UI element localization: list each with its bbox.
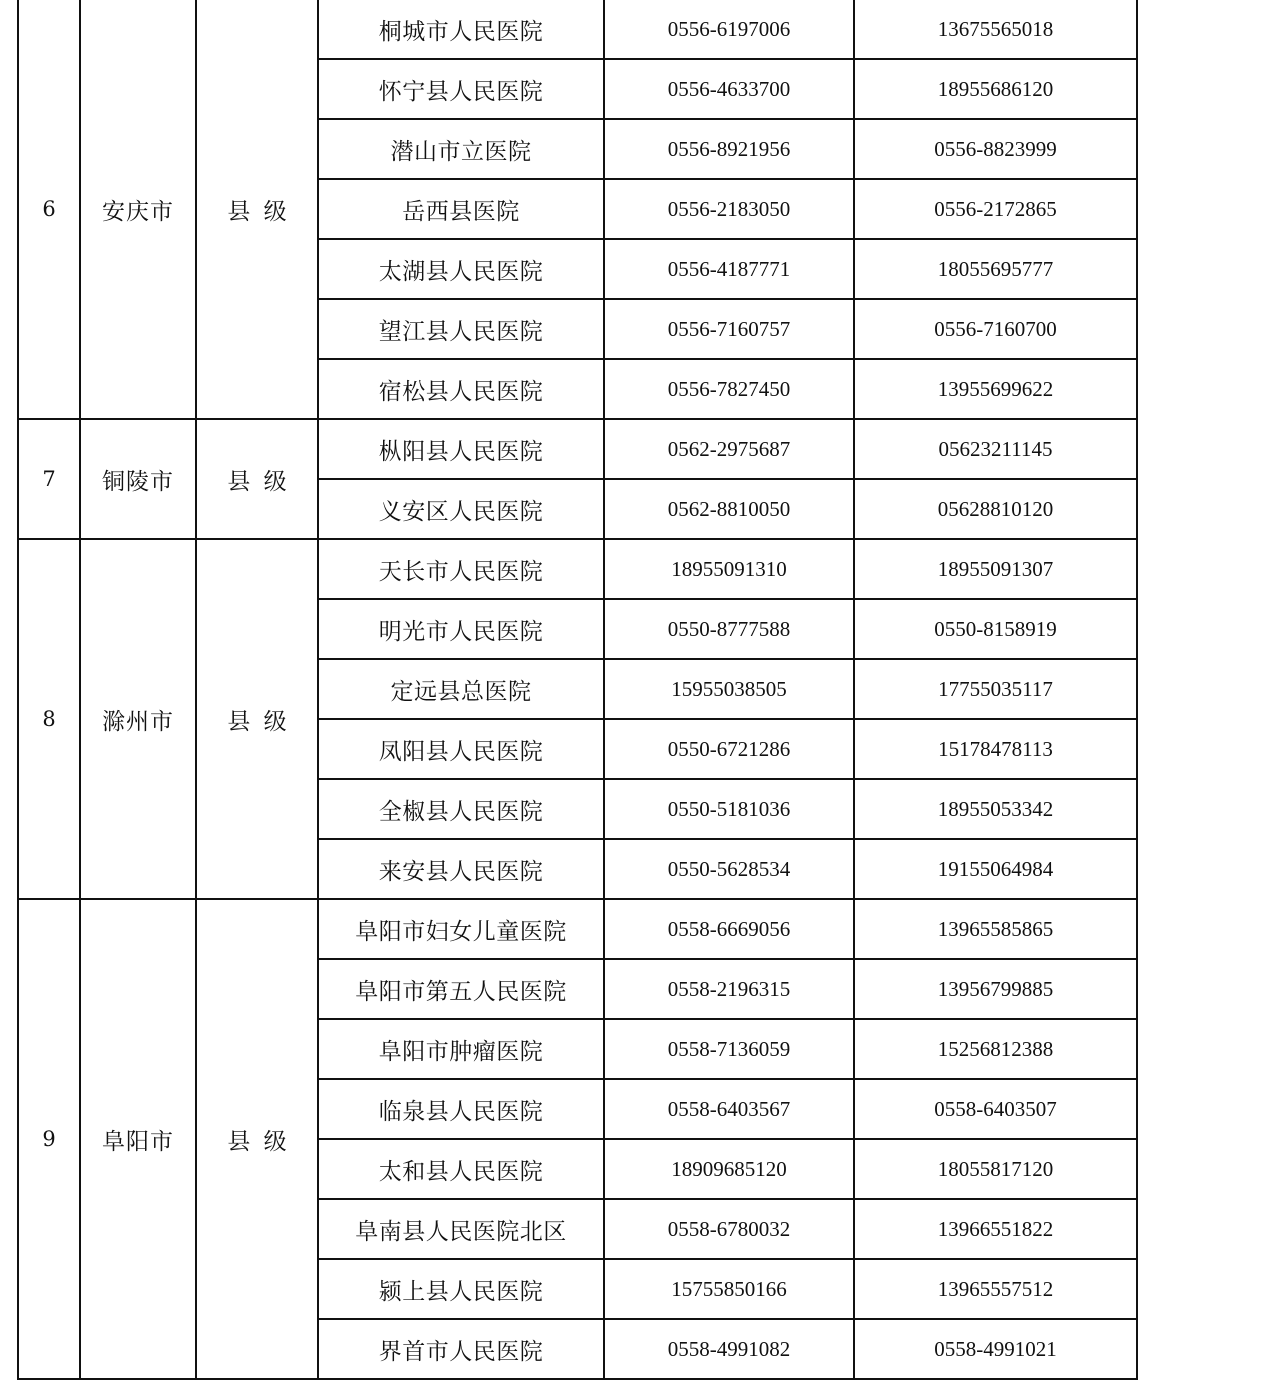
alt-phone-cell: 05623211145 — [854, 419, 1137, 479]
alt-phone-cell: 0550-8158919 — [854, 599, 1137, 659]
phone-cell: 0562-2975687 — [604, 419, 854, 479]
alt-phone-cell: 13965557512 — [854, 1259, 1137, 1319]
hospital-contact-table — [17, 0, 1138, 1380]
alt-phone-cell: 19155064984 — [854, 839, 1137, 899]
alt-phone-cell: 15256812388 — [854, 1019, 1137, 1079]
hospital-name-cell: 潜山市立医院 — [318, 119, 604, 179]
level-cell: 县 级 — [196, 0, 318, 419]
phone-cell: 0556-2183050 — [604, 179, 854, 239]
alt-phone-cell: 15178478113 — [854, 719, 1137, 779]
table-body — [18, 0, 1137, 1379]
hospital-name-cell: 阜阳市肿瘤医院 — [318, 1019, 604, 1079]
alt-phone-cell: 18055695777 — [854, 239, 1137, 299]
hospital-name-cell: 明光市人民医院 — [318, 599, 604, 659]
phone-cell: 0550-6721286 — [604, 719, 854, 779]
hospital-name-cell: 望江县人民医院 — [318, 299, 604, 359]
phone-cell: 0556-7160757 — [604, 299, 854, 359]
phone-cell: 0556-4187771 — [604, 239, 854, 299]
alt-phone-cell: 0558-6403507 — [854, 1079, 1137, 1139]
city-cell: 阜阳市 — [80, 899, 196, 1379]
hospital-name-cell: 太和县人民医院 — [318, 1139, 604, 1199]
city-cell: 安庆市 — [80, 0, 196, 419]
hospital-contact-table-container — [17, 0, 1138, 1380]
phone-cell: 0558-6403567 — [604, 1079, 854, 1139]
alt-phone-cell: 13966551822 — [854, 1199, 1137, 1259]
table-row — [18, 539, 1137, 599]
table-row — [18, 0, 1137, 59]
hospital-name-cell: 怀宁县人民医院 — [318, 59, 604, 119]
level-cell: 县 级 — [196, 539, 318, 899]
city-cell: 铜陵市 — [80, 419, 196, 539]
alt-phone-cell: 17755035117 — [854, 659, 1137, 719]
phone-cell: 15755850166 — [604, 1259, 854, 1319]
hospital-name-cell: 阜南县人民医院北区 — [318, 1199, 604, 1259]
alt-phone-cell: 13675565018 — [854, 0, 1137, 59]
alt-phone-cell: 18955091307 — [854, 539, 1137, 599]
alt-phone-cell: 18955686120 — [854, 59, 1137, 119]
phone-cell: 0550-5628534 — [604, 839, 854, 899]
hospital-name-cell: 枞阳县人民医院 — [318, 419, 604, 479]
hospital-name-cell: 颍上县人民医院 — [318, 1259, 604, 1319]
row-number-cell: 6 — [18, 0, 80, 419]
phone-cell: 0558-6780032 — [604, 1199, 854, 1259]
hospital-name-cell: 界首市人民医院 — [318, 1319, 604, 1379]
phone-cell: 0558-4991082 — [604, 1319, 854, 1379]
row-number-cell: 7 — [18, 419, 80, 539]
phone-cell: 0556-6197006 — [604, 0, 854, 59]
hospital-name-cell: 全椒县人民医院 — [318, 779, 604, 839]
phone-cell: 0550-5181036 — [604, 779, 854, 839]
alt-phone-cell: 18055817120 — [854, 1139, 1137, 1199]
level-cell: 县 级 — [196, 419, 318, 539]
phone-cell: 0562-8810050 — [604, 479, 854, 539]
alt-phone-cell: 0556-7160700 — [854, 299, 1137, 359]
phone-cell: 0556-7827450 — [604, 359, 854, 419]
alt-phone-cell: 18955053342 — [854, 779, 1137, 839]
hospital-name-cell: 来安县人民医院 — [318, 839, 604, 899]
phone-cell: 0556-8921956 — [604, 119, 854, 179]
phone-cell: 0558-2196315 — [604, 959, 854, 1019]
phone-cell: 18909685120 — [604, 1139, 854, 1199]
phone-cell: 15955038505 — [604, 659, 854, 719]
alt-phone-cell: 13965585865 — [854, 899, 1137, 959]
hospital-name-cell: 天长市人民医院 — [318, 539, 604, 599]
hospital-name-cell: 义安区人民医院 — [318, 479, 604, 539]
alt-phone-cell: 13956799885 — [854, 959, 1137, 1019]
phone-cell: 0556-4633700 — [604, 59, 854, 119]
hospital-name-cell: 宿松县人民医院 — [318, 359, 604, 419]
alt-phone-cell: 0556-8823999 — [854, 119, 1137, 179]
alt-phone-cell: 0556-2172865 — [854, 179, 1137, 239]
table-row — [18, 419, 1137, 479]
row-number-cell: 9 — [18, 899, 80, 1379]
hospital-name-cell: 阜阳市妇女儿童医院 — [318, 899, 604, 959]
alt-phone-cell: 05628810120 — [854, 479, 1137, 539]
phone-cell: 0558-7136059 — [604, 1019, 854, 1079]
phone-cell: 0558-6669056 — [604, 899, 854, 959]
city-cell: 滁州市 — [80, 539, 196, 899]
hospital-name-cell: 阜阳市第五人民医院 — [318, 959, 604, 1019]
hospital-name-cell: 临泉县人民医院 — [318, 1079, 604, 1139]
level-cell: 县 级 — [196, 899, 318, 1379]
table-row — [18, 899, 1137, 959]
hospital-name-cell: 太湖县人民医院 — [318, 239, 604, 299]
row-number-cell: 8 — [18, 539, 80, 899]
alt-phone-cell: 13955699622 — [854, 359, 1137, 419]
phone-cell: 0550-8777588 — [604, 599, 854, 659]
phone-cell: 18955091310 — [604, 539, 854, 599]
alt-phone-cell: 0558-4991021 — [854, 1319, 1137, 1379]
hospital-name-cell: 凤阳县人民医院 — [318, 719, 604, 779]
hospital-name-cell: 岳西县医院 — [318, 179, 604, 239]
hospital-name-cell: 桐城市人民医院 — [318, 0, 604, 59]
hospital-name-cell: 定远县总医院 — [318, 659, 604, 719]
